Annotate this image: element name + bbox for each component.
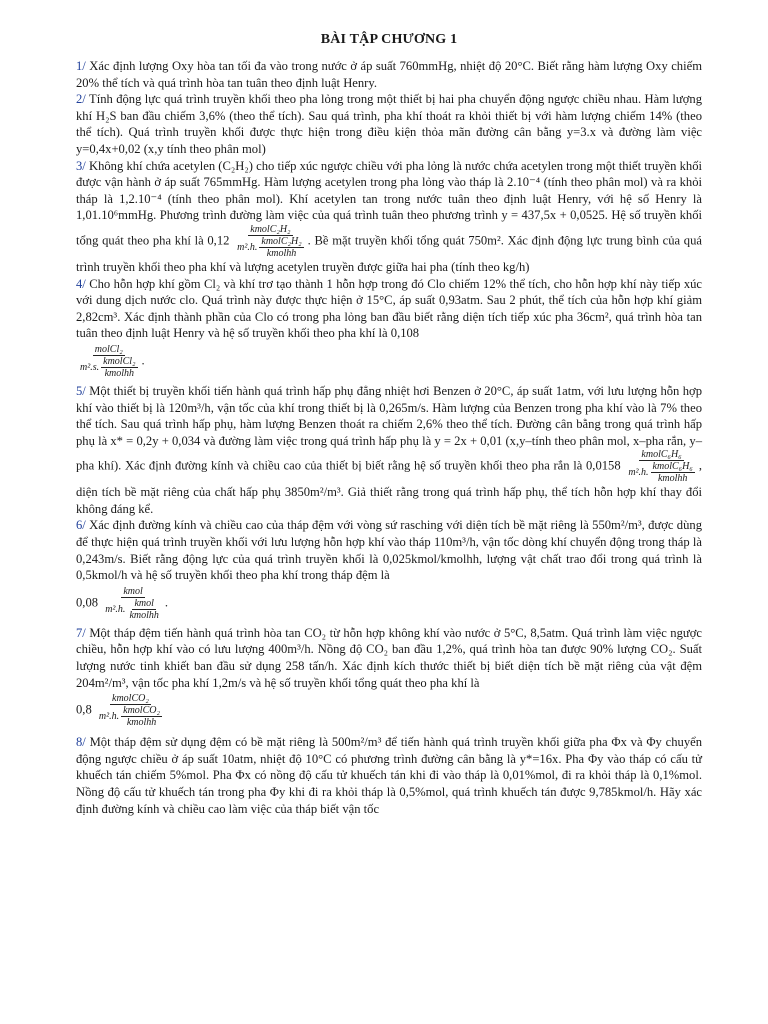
inner-denominator: kmolhh [104,367,135,379]
fraction-numerator: kmol [123,585,143,597]
problem-number: 2/ [76,92,86,107]
problem-text: Xác định đường kính và chiều cao của tháp đệm với vòng sứ rasching với diện tích bề mặt riêng là 550m²/m³, được dùng để thực hiện quá trình truyền khối với lưu lượng hỗn hợp khí vào tháp 110m³/h, vận tốc dòng khí chuyển động trong tháp là 0,243m/s. Biết rằng động lực của quá trình truyền khối là 0,025kmol/kmolhh, lượng vật chất trao đổi trong quá trình là 0,5kmol/h và hệ số truyền khối theo pha khí trong tháp đệm là [76,518,702,583]
problem-5 [76,383,702,518]
fraction-denominator-prefix: m².h. [98,711,120,723]
inner-numerator: kmolCl₂ [103,355,136,367]
problem-text-cont: . [141,353,145,368]
fraction-numerator: molCl₂ [94,343,123,355]
fraction-denominator-prefix: m².h. [628,467,649,479]
problem-6 [76,517,702,583]
problem-text: Không khí chứa acetylen (C₂H₂) cho tiếp xúc ngược chiều với pha lỏng là nước chứa acetylen trong một thiết truyền khối được vận hành ở áp suất 765mmHg. Hàm lượng acetylen trong pha lỏng vào tháp là 2.10⁻⁴ (tính theo phân mol) và ra khỏi tháp là 1,2.10⁻⁴ (tính theo phân mol). Khí acetylen tan trong nước tuân theo định luật Henry, với hệ số Henry là 1,01.10⁶mmHg. Phương trình đường làm việc của quá trình tuân theo phương trình y = 437,5x + 0,0525. Hệ số truyền khối tổng quát theo pha khí là 0,12 [76,158,702,248]
problem-7 [76,625,702,691]
inner-denominator: kmolhh [126,717,157,729]
problem-number: 3/ [76,158,86,173]
problem-number: 8/ [76,735,86,750]
problem-text: Một tháp đệm tiến hành quá trình hòa tan CO₂ từ hỗn hợp không khí vào nước ở 5°C, 8,5atm. Quá trình làm việc ngược chiều, hỗn hợp khí vào có lưu lượng 400m³/h. Nồng độ CO₂ ban đầu 1,2%, quá trình hòa tan được 90% lượng CO₂. Suất lượng nước tinh khiết ban đầu sử dụng 258 tấn/h. Xác định kích thước thiết bị biết diện tích bề mặt riêng của vật đệm 204m²/m³, vận tốc pha khí 1,2m/s và hệ số truyền khối tổng quát theo pha khí là [76,625,702,690]
inner-numerator: kmolC₂H₂ [261,235,302,247]
problem-1 [76,58,702,91]
mass-transfer-coefficient-fraction [626,449,697,484]
inner-denominator: kmolhh [266,247,297,259]
inner-denominator: kmolhh [657,473,688,485]
problem-number: 5/ [76,383,86,398]
mass-transfer-coefficient-fraction [97,693,164,728]
problem-4 [76,276,702,342]
problem-text: Cho hỗn hợp khí gồm Cl₂ và khí trơ tạo thành 1 hỗn hợp trong đó Clo chiếm 12% thể tích, cho hỗn hợp khí này tiếp xúc với dung dịch nước clo. Quá trình này được thực hiện ở 15°C, áp suất 0,93atm. Sau 2 phút, thể tích của hỗn hợp khí giảm 2,82cm³. Xác định thành phần của Clo có trong pha lỏng ban đầu biết rằng diện tích tiếp xúc pha 36cm², quá trình hòa tan tuân theo định luật Henry và hệ số truyền khối theo pha khí là 0,108 [76,276,703,341]
problem-text: Xác định lượng Oxy hòa tan tối đa vào trong nước ở áp suất 760mmHg, nhiệt độ 20°C. Biết rằng hàm lượng Oxy chiếm 20% thể tích và quá trình hòa tan tuân theo định luật Henry. [76,59,702,90]
problem-number: 4/ [76,276,86,291]
problem-text-cont: . [164,595,169,610]
problem-text-cont: . Bề mặt truyền khối tổng quát 750m². Xác định động lực trung bình của quá trình truyền khối theo pha khí và lượng acetylen truyền được giữa hai pha (tính theo kg/h) [76,233,702,274]
mass-transfer-coefficient-fraction [103,586,163,621]
problem-text: Một tháp đệm sử dụng đệm có bề mặt riêng là 500m²/m³ để tiến hành quá trình truyền khối giữa pha Φx và Φy chuyển động ngược chiều ở áp suất 10atm, nhiệt độ 10°C có phương trình đường cân bằng là y*=16x. Pha Φy vào tháp có cấu tử khuếch tán chiếm 5%mol. Pha Φx có nồng độ cấu tử khuếch tán khi đi vào tháp là 0,01%mol, đi ra khỏi tháp là 0,1%mol. Nồng độ cấu tử khuếch tán trong pha Φy khi đi ra khỏi tháp là 0,5%mol, quá trình khuếch tán được 9,785kmol/h. Hãy xác định đường kính và chiều cao làm việc của tháp biết vận tốc [76,735,703,816]
inner-numerator: kmol [134,597,154,609]
problem-number: 7/ [76,625,86,640]
document-page [76,0,702,817]
fraction-numerator: kmolCO₂ [112,693,149,705]
problem-3 [76,158,702,276]
problem-number: 1/ [76,59,86,73]
problem-text: Tính động lực quá trình truyền khối theo pha lỏng trong một thiết bị hai pha chuyển động ngược chiều nhau. Hàm lượng khí H₂S ban đầu chiếm 3,6% (theo thể tích). Sau quá trình, pha khí thoát ra khỏi thiết bị với hàm lượng chiếm 14% (theo thể tích). Quá trình truyền khối được thực hiện trong điều kiện thỏa mãn đường cân bằng y=3.x và đường làm việc y=0,4x+0,02 (x,y tính theo phân mol) [76,92,703,156]
inner-denominator: kmolhh [129,609,159,621]
coefficient-value: 0,08 [76,595,99,610]
fraction-numerator: kmolC₂H₂ [250,223,291,235]
fraction-denominator-prefix: m².h. [105,603,126,615]
inner-numerator: kmolC₆H₆ [652,461,693,473]
problem-number: 6/ [76,518,86,533]
problem-text-cont: , diện tích bề mặt riêng của chất hấp phụ 3850m²/m³. Giả thiết rằng trong quá trình hấp phụ, thể tích hỗn hợp khí thay đổi không đáng kể. [76,458,702,516]
problem-text: Một thiết bị truyền khối tiến hành quá trình hấp phụ đẳng nhiệt hơi Benzen ở 20°C, áp suất 1atm, với lưu lượng hỗn hợp khí vào thiết bị là 120m³/h, vận tốc của khí trong thiết bị là 0,265m/s. Hàm lượng của Benzen trong pha khí vào là 7% theo thể tích. Sau quá trình hấp phụ, hàm lượng Benzen thoát ra chiếm 2,6% theo thể tích. Đường cân bằng trong quá trình hấp phụ là x* = 0,2y + 0,034 và đường làm việc trong quá trình hấp phụ là y = 2x + 0,01 (x,y–tính theo phân mol, x–pha rắn, y–pha khí). Xác định đường kính và chiều cao của thiết bị biết rằng hệ số truyền khối theo pha rắn là 0,0158 [76,383,702,473]
problem-2 [76,91,702,157]
coefficient-value: 0,8 [76,702,92,717]
fraction-numerator: kmolC₆H₆ [641,449,682,461]
fraction-denominator-prefix: m².s. [80,361,100,373]
mass-transfer-coefficient-fraction [235,224,306,259]
inner-numerator: kmolCO₂ [123,705,160,717]
mass-transfer-coefficient-fraction [78,344,140,379]
fraction-denominator-prefix: m².h. [237,241,258,253]
problem-8 [76,734,702,817]
page-title: BÀI TẬP CHƯƠNG 1 [320,32,458,47]
